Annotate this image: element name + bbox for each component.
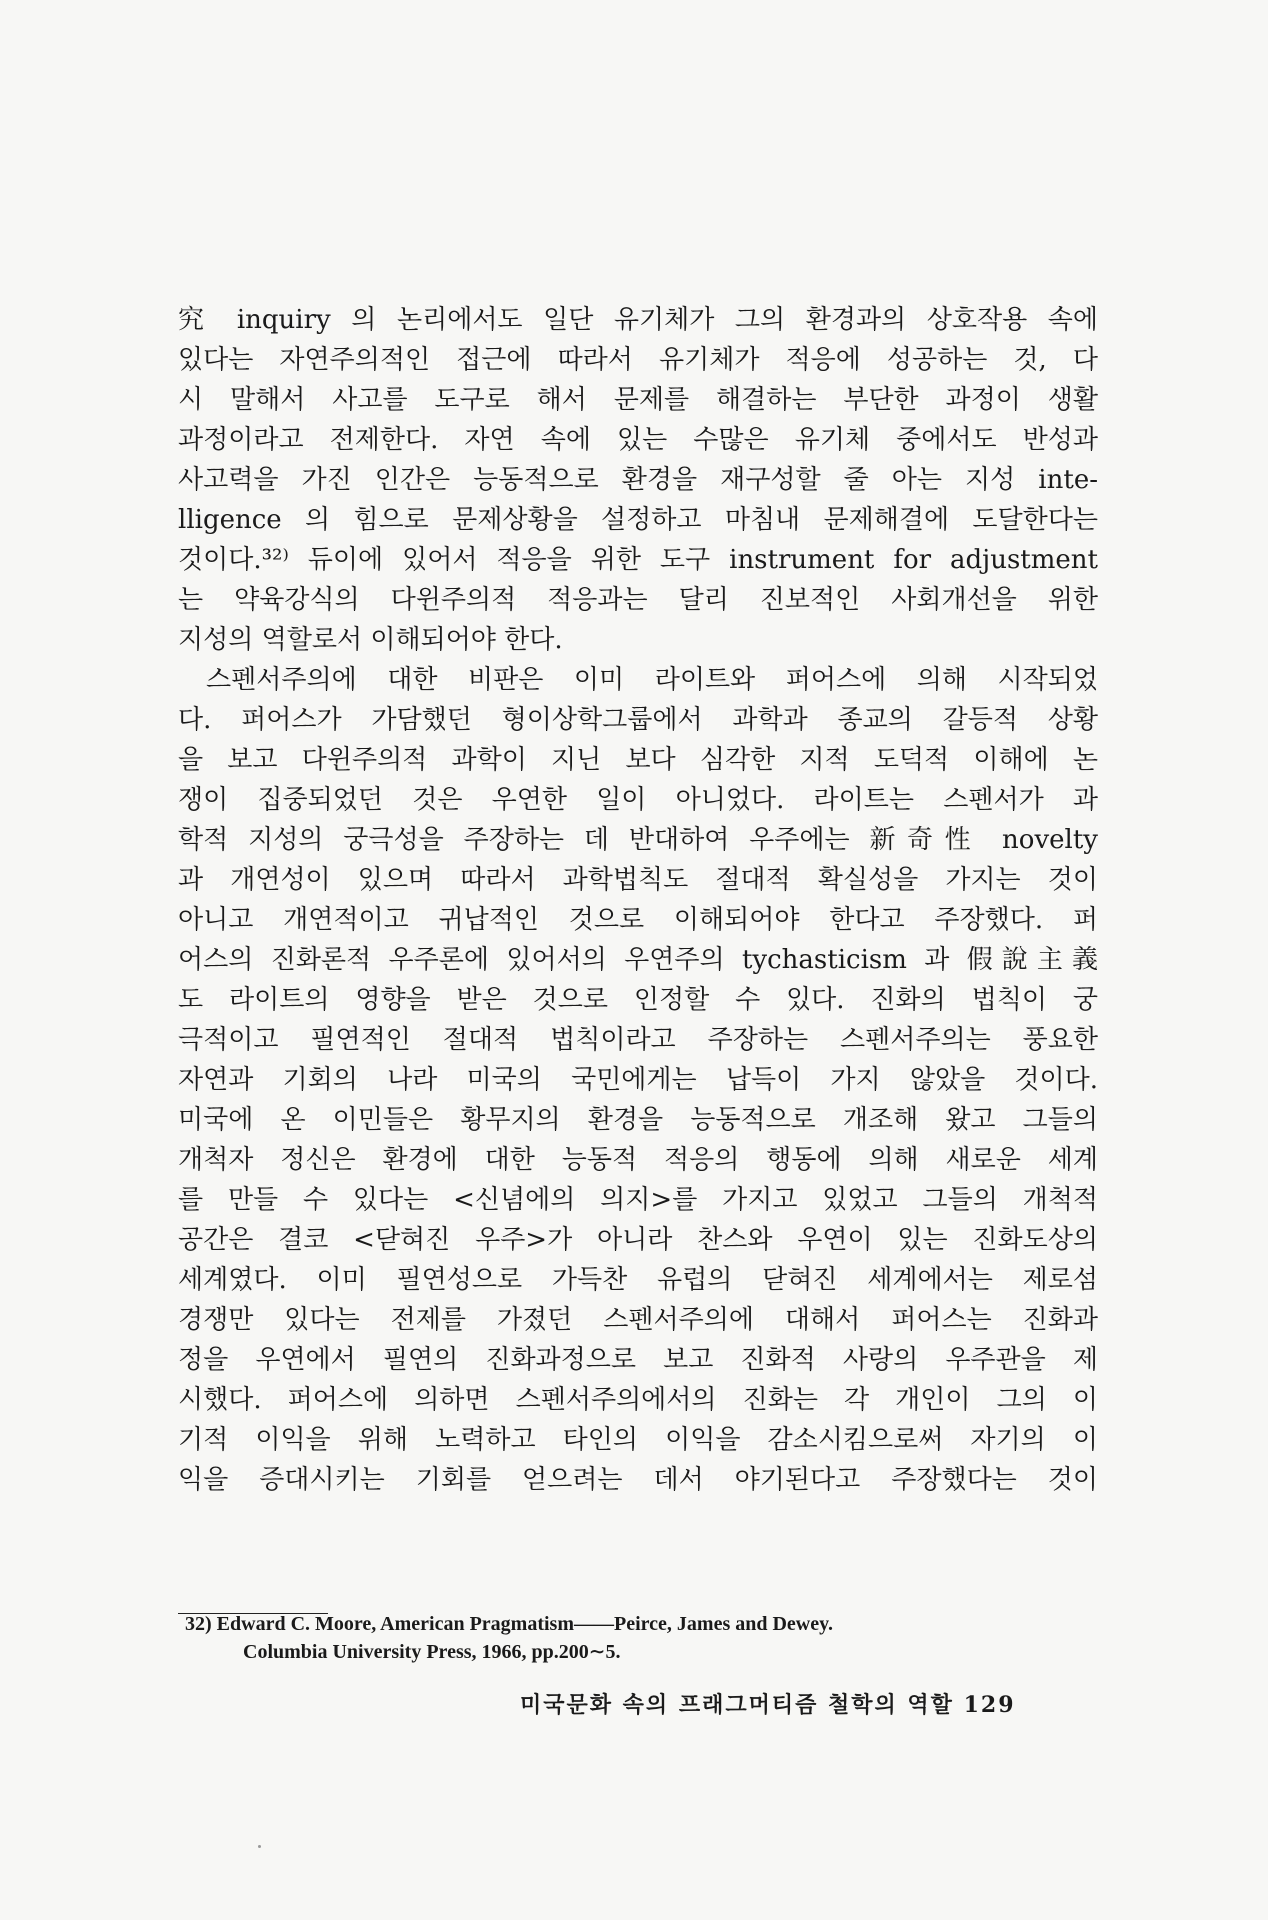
text-line: 경쟁만 있다는 전제를 가졌던 스펜서주의에 대해서 퍼어스는 진화과: [178, 1305, 1098, 1335]
text-line: 공간은 결코 <닫혀진 우주>가 아니라 찬스와 우연이 있는 진화도상의: [178, 1225, 1098, 1255]
footnote-line: 32) Edward C. Moore, American Pragmatism——Peirce, James and Dewey.: [185, 1613, 834, 1635]
text-line: 것이다.³²⁾ 듀이에 있어서 적응을 위한 도구 instrument for adjustment: [178, 545, 1098, 575]
text-line: 세계였다. 이미 필연성으로 가득찬 유럽의 닫혀진 세계에서는 제로섬: [178, 1265, 1098, 1295]
text-line: 사고력을 가진 인간은 능동적으로 환경을 재구성할 줄 아는 지성 inte-: [178, 465, 1098, 495]
text-line: 과 개연성이 있으며 따라서 과학법칙도 절대적 확실성을 가지는 것이: [178, 865, 1098, 895]
text-line: 시 말해서 사고를 도구로 해서 문제를 해결하는 부단한 과정이 생활: [178, 385, 1098, 415]
text-line: 미국에 온 이민들은 황무지의 환경을 능동적으로 개조해 왔고 그들의: [178, 1105, 1098, 1135]
text-line: 을 보고 다윈주의적 과학이 지닌 보다 심각한 지적 도덕적 이해에 논: [178, 745, 1098, 775]
text-line: 익을 증대시키는 기회를 얻으려는 데서 야기된다고 주장했다는 것이: [178, 1465, 1098, 1495]
text-line: 있다는 자연주의적인 접근에 따라서 유기체가 적응에 성공하는 것, 다: [178, 345, 1098, 375]
text-line: lligence 의 힘으로 문제상황을 설정하고 마침내 문제해결에 도달한다는: [178, 505, 1098, 535]
running-footer: 미국문화 속의 프래그머티즘 철학의 역할 129: [520, 1692, 1016, 1718]
text-line: 쟁이 집중되었던 것은 우연한 일이 아니었다. 라이트는 스펜서가 과: [178, 785, 1098, 815]
body-text: [178, 300, 1098, 1500]
text-line: 스펜서주의에 대한 비판은 이미 라이트와 퍼어스에 의해 시작되었: [206, 665, 1098, 695]
scan-speck: [258, 1845, 261, 1848]
text-line: 를 만들 수 있다는 <신념에의 의지>를 가지고 있었고 그들의 개척적: [178, 1185, 1098, 1215]
text-line: 지성의 역할로서 이해되어야 한다.: [178, 625, 563, 655]
text-line: 과정이라고 전제한다. 자연 속에 있는 수많은 유기체 중에서도 반성과: [178, 425, 1098, 455]
text-line: 아니고 개연적이고 귀납적인 것으로 이해되어야 한다고 주장했다. 퍼: [178, 905, 1098, 935]
text-line: 학적 지성의 궁극성을 주장하는 데 반대하여 우주에는 新奇性 novelty: [178, 825, 1098, 855]
text-line: 究 inquiry 의 논리에서도 일단 유기체가 그의 환경과의 상호작용 속에: [178, 305, 1098, 335]
text-line: 개척자 정신은 환경에 대한 능동적 적응의 행동에 의해 새로운 세계: [178, 1145, 1098, 1175]
text-line: 도 라이트의 영향을 받은 것으로 인정할 수 있다. 진화의 법칙이 궁: [178, 985, 1098, 1015]
text-line: 극적이고 필연적인 절대적 법칙이라고 주장하는 스펜서주의는 풍요한: [178, 1025, 1098, 1055]
text-line: 자연과 기회의 나라 미국의 국민에게는 납득이 가지 않았을 것이다.: [178, 1065, 1098, 1095]
text-line: 시했다. 퍼어스에 의하면 스펜서주의에서의 진화는 각 개인이 그의 이: [178, 1385, 1098, 1415]
text-line: 는 약육강식의 다윈주의적 적응과는 달리 진보적인 사회개선을 위한: [178, 585, 1098, 615]
footnote: [185, 1610, 1095, 1666]
text-line: 다. 퍼어스가 가담했던 형이상학그룹에서 과학과 종교의 갈등적 상황: [178, 705, 1098, 735]
text-line: 정을 우연에서 필연의 진화과정으로 보고 진화적 사랑의 우주관을 제: [178, 1345, 1098, 1375]
footnote-line: Columbia University Press, 1966, pp.200∼5.: [243, 1641, 621, 1663]
text-line: 기적 이익을 위해 노력하고 타인의 이익을 감소시킴으로써 자기의 이: [178, 1425, 1098, 1455]
text-line: 어스의 진화론적 우주론에 있어서의 우연주의 tychasticism 과 假說主義: [178, 945, 1098, 975]
